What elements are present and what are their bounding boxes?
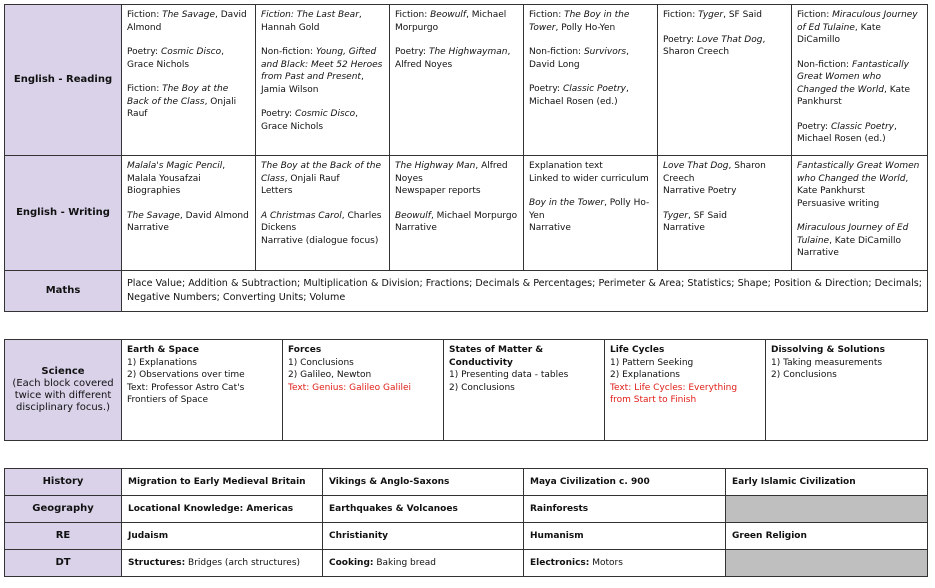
science-block-line: Text: Life Cycles: Everything from Start to Finish	[610, 382, 738, 405]
topic-cell	[524, 523, 726, 550]
cell-paragraph	[529, 9, 652, 34]
text: , Michael Rosen (ed.)	[529, 84, 629, 107]
topic-cell	[323, 496, 524, 523]
italic-text: Young, Gifted and Black: Meet 52 Heroes from Past and Present	[261, 47, 383, 82]
cell-paragraph	[663, 34, 786, 59]
topic-text: Migration to Early Medieval Britain	[128, 476, 306, 487]
science-block-line: 2) Explanations	[610, 370, 680, 380]
text: Persuasive writing	[797, 198, 880, 209]
science-block-line: Text: Professor Astro Cat's Frontiers of Space	[127, 382, 245, 405]
subject-label: Geography	[5, 496, 122, 523]
topic-cell	[524, 469, 726, 496]
text: Poetry:	[395, 47, 429, 57]
text: Fiction:	[663, 10, 699, 20]
cell-paragraph	[127, 46, 250, 71]
subject-label: History	[5, 469, 122, 496]
italic-text: Fiction: The Last Bear	[261, 10, 359, 20]
english-reading-cell	[390, 5, 524, 156]
italic-text: The Highway Man	[395, 161, 476, 171]
cell-paragraph	[663, 9, 786, 22]
english-reading-cell	[658, 5, 792, 156]
italic-text: Beowulf	[395, 210, 431, 221]
text: , Kate DiCamillo	[829, 235, 901, 246]
topic-text: Earthquakes & Volcanoes	[329, 503, 458, 514]
science-block	[766, 340, 928, 441]
topic-cell	[122, 523, 323, 550]
text: Linked to wider curriculum	[529, 173, 649, 184]
english-writing-cell	[256, 156, 390, 271]
text: Poetry:	[261, 109, 295, 119]
science-block-title: Forces	[288, 345, 322, 355]
italic-text: Survivors	[583, 47, 627, 57]
topic-text: Baking bread	[373, 557, 437, 568]
text: Poetry:	[797, 121, 831, 132]
english-writing-row	[5, 156, 928, 271]
text: Newspaper reports	[395, 186, 481, 196]
topic-text: Vikings & Anglo-Saxons	[329, 476, 450, 487]
cell-paragraph	[663, 210, 786, 235]
text: , Sharon Creech	[663, 34, 766, 57]
english-reading-cell	[792, 5, 928, 156]
science-block	[605, 340, 766, 441]
english-writing-cell	[792, 156, 928, 271]
text: Biographies	[127, 186, 181, 196]
topic-text: Maya Civilization c. 900	[530, 476, 650, 487]
science-block	[283, 340, 444, 441]
english-reading-row	[5, 5, 928, 156]
italic-text: Love That Dog	[663, 161, 729, 171]
english-reading-label: English - Reading	[5, 5, 122, 156]
italic-text: Tyger	[698, 10, 724, 20]
text: , Charles Dickens	[261, 210, 382, 233]
cell-paragraph	[261, 160, 384, 198]
text: Fiction:	[395, 10, 431, 20]
science-label	[5, 340, 122, 441]
italic-text: Classic Poetry	[830, 121, 894, 132]
topic-text: Locational Knowledge: Americas	[128, 503, 294, 514]
italic-text: Miraculous Journey of Ed Tulaine	[797, 10, 918, 33]
text: Narrative	[395, 223, 437, 233]
cell-paragraph	[127, 9, 250, 34]
subject-label: RE	[5, 523, 122, 550]
text: , Kate Pankhurst	[797, 173, 909, 196]
text: , Polly Ho-Yen	[529, 198, 650, 221]
topic-text: Rainforests	[530, 503, 589, 514]
text: Poetry:	[127, 47, 161, 57]
topic-cell	[524, 550, 726, 577]
italic-text: Beowulf	[430, 10, 467, 20]
english-writing-label: English - Writing	[5, 156, 122, 271]
italic-text: The Savage	[127, 210, 180, 221]
italic-text: The Boy at the Back of the Class	[127, 84, 229, 107]
italic-text: Love That Dog	[696, 34, 763, 45]
italic-text: The Highwayman	[428, 47, 508, 57]
science-block-title: States of Matter & Conductivity	[449, 345, 544, 368]
cell-paragraph	[395, 46, 518, 71]
topic-cell	[122, 496, 323, 523]
science-block-title: Dissolving & Solutions	[771, 345, 885, 355]
cell-paragraph	[529, 83, 652, 108]
italic-text: Boy in the Tower	[529, 198, 605, 208]
empty-cell	[726, 496, 928, 523]
text: , Michael Morpurgo	[395, 10, 507, 33]
topic-text: Christianity	[329, 530, 389, 541]
science-block-line: 2) Conclusions	[771, 370, 837, 380]
cell-paragraph	[261, 46, 384, 96]
topic-category: Cooking:	[329, 557, 374, 568]
science-block-line: 1) Taking measurements	[771, 357, 883, 368]
text: , SF Said	[688, 210, 727, 221]
text: , David Long	[529, 47, 629, 70]
text: , Alfred Noyes	[395, 47, 511, 70]
english-reading-cell	[524, 5, 658, 156]
text: , Hannah Gold	[261, 10, 362, 33]
text: , Grace Nichols	[261, 109, 358, 132]
italic-text: Fantastically Great Women who Changed the World	[797, 59, 909, 95]
text: Non-fiction:	[261, 47, 316, 57]
cell-paragraph	[395, 160, 518, 198]
subject-row	[5, 469, 928, 496]
science-table	[4, 339, 928, 441]
text: , David Almond	[179, 210, 249, 221]
english-writing-cell	[524, 156, 658, 271]
text: , Kate DiCamillo	[797, 22, 881, 45]
topic-cell	[726, 469, 928, 496]
english-writing-cell	[658, 156, 792, 271]
text: Non-fiction:	[797, 59, 852, 70]
italic-text: Tyger	[663, 210, 688, 221]
topic-text: Green Religion	[732, 530, 807, 541]
topic-cell	[122, 550, 323, 577]
cell-paragraph	[797, 9, 922, 47]
cell-paragraph	[797, 59, 922, 109]
maths-row	[5, 271, 928, 312]
text: , Alfred Noyes	[395, 161, 508, 184]
italic-text: Malala's Magic Pencil	[127, 161, 223, 171]
science-block-line: 1) Pattern Seeking	[610, 357, 694, 368]
cell-paragraph	[529, 197, 652, 235]
science-block-line: 1) Conclusions	[288, 357, 354, 368]
science-block-line: 1) Presenting data - tables	[449, 370, 569, 380]
cell-paragraph	[529, 160, 652, 185]
cell-paragraph	[797, 160, 922, 210]
text: Fiction:	[127, 10, 163, 20]
italic-text: Cosmic Disco	[294, 109, 356, 119]
topic-cell	[726, 523, 928, 550]
science-sublabel: (Each block covered twice with different disciplinary focus.)	[12, 378, 114, 414]
science-block	[444, 340, 605, 441]
cell-paragraph	[127, 83, 250, 121]
science-block-title: Life Cycles	[610, 345, 665, 355]
topic-text: Humanism	[530, 530, 584, 541]
text: , Malala Yousafzai	[127, 161, 226, 184]
text: , Onjali Rauf	[127, 96, 237, 119]
text: , Jamia Wilson	[261, 72, 364, 95]
topic-text: Judaism	[128, 530, 169, 541]
text: Fiction:	[797, 10, 833, 20]
science-block-line: 2) Galileo, Newton	[288, 370, 372, 380]
text: , Kate Pankhurst	[797, 84, 911, 107]
text: , David Almond	[127, 10, 247, 33]
topic-cell	[323, 523, 524, 550]
text: Narrative	[797, 248, 839, 258]
subject-row	[5, 550, 928, 577]
text: Narrative	[663, 223, 705, 233]
text: Narrative (dialogue focus)	[261, 235, 379, 246]
text: Letters	[261, 186, 293, 196]
english-writing-cell	[390, 156, 524, 271]
science-block-line: 2) Observations over time	[127, 370, 245, 380]
foundation-subjects-table	[4, 468, 928, 577]
text: Narrative	[127, 223, 169, 233]
topic-cell	[323, 469, 524, 496]
topic-text: Motors	[589, 557, 623, 568]
maths-label: Maths	[5, 271, 122, 312]
cell-paragraph	[261, 9, 384, 34]
text: Narrative Poetry	[663, 186, 737, 196]
cell-paragraph	[797, 222, 922, 260]
science-row	[5, 340, 928, 441]
science-block-line: 1) Explanations	[127, 357, 197, 368]
cell-paragraph	[127, 160, 250, 198]
italic-text: Classic Poetry	[562, 84, 626, 94]
topic-cell	[323, 550, 524, 577]
text: Explanation text	[529, 161, 603, 171]
cell-paragraph	[395, 210, 518, 235]
text: , SF Said	[723, 10, 763, 20]
science-block-title: Earth & Space	[127, 345, 199, 355]
text: , Michael Rosen (ed.)	[797, 121, 897, 144]
text: , Michael Morpurgo	[430, 210, 518, 221]
italic-text: The Boy in the Tower	[529, 10, 630, 33]
topic-category: Electronics:	[530, 557, 590, 568]
text: , Onjali Rauf	[284, 173, 340, 184]
italic-text: Miraculous Journey of Ed Tulaine	[797, 223, 909, 246]
cell-paragraph	[395, 9, 518, 34]
text: , Sharon Creech	[663, 161, 766, 184]
italic-text: A Christmas Carol	[261, 210, 342, 221]
text: , Grace Nichols	[127, 47, 224, 70]
text: Narrative	[529, 223, 571, 233]
english-reading-cell	[122, 5, 256, 156]
italic-text: The Savage	[162, 10, 216, 20]
cell-paragraph	[663, 160, 786, 198]
cell-paragraph	[529, 46, 652, 71]
subject-row	[5, 523, 928, 550]
cell-paragraph	[797, 121, 922, 146]
english-reading-cell	[256, 5, 390, 156]
empty-cell	[726, 550, 928, 577]
text: Non-fiction:	[529, 47, 584, 57]
italic-text: Fantastically Great Women who Changed the World	[797, 161, 920, 184]
subject-label: DT	[5, 550, 122, 577]
topic-category: Structures:	[128, 557, 186, 568]
topic-cell	[122, 469, 323, 496]
science-block	[122, 340, 283, 441]
science-block-line: Text: Genius: Galileo Galilei	[288, 382, 412, 393]
text: Poetry:	[529, 84, 563, 94]
cell-paragraph	[127, 210, 250, 235]
maths-topics: Place Value; Addition & Subtraction; Multiplication & Division; Fractions; Decimals & Percentages; Perimeter & Area; Statistics; Shape; Position & Direction; Decimals; Negative Numbers; Converting Units; Volume	[122, 271, 928, 312]
cell-paragraph	[261, 108, 384, 133]
text: Fiction:	[127, 84, 163, 94]
topic-text: Early Islamic Civilization	[732, 476, 856, 487]
italic-text: Cosmic Disco	[160, 47, 222, 57]
italic-text: The Boy at the Back of the Class	[261, 161, 382, 184]
science-title: Science	[41, 365, 85, 377]
english-writing-cell	[122, 156, 256, 271]
text: , Polly Ho-Yen	[555, 22, 616, 33]
science-block-line: 2) Conclusions	[449, 382, 515, 393]
english-maths-table	[4, 4, 928, 312]
cell-paragraph	[261, 210, 384, 248]
text: Poetry:	[663, 34, 697, 45]
topic-text: Bridges (arch structures)	[185, 557, 301, 568]
text: Fiction:	[529, 10, 565, 20]
topic-cell	[524, 496, 726, 523]
subject-row	[5, 496, 928, 523]
